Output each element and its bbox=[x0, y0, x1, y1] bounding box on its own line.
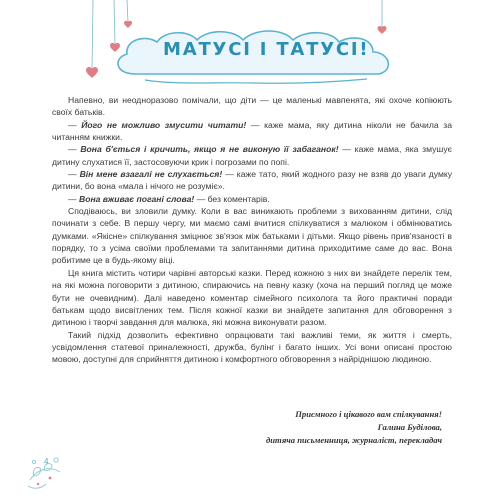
body-paragraph: Ця книга містить чотири чарівні авторські казки. Перед кожною з них ви знайдете перелік тем, на які можна поговорити з дитиною, спираючись на певну казку (хоча на перший погляд це може бути не очевидним). Далі наведено коментар сімейного психолога та його практичні поради батькам щодо висвітлених тем. Після кожної казки ви знайдете запитання для обговорення з дитиною і творчі завдання для малюка, які можна виконувати разом. bbox=[52, 267, 452, 328]
quote-line: — Вона вживає погані слова! — без коментарів. bbox=[68, 193, 270, 204]
signature-greeting: Приємного і цікавого вам спілкування! bbox=[295, 409, 442, 419]
article-body bbox=[52, 94, 452, 366]
quote-line: — Він мене взагалі не слухається! — каже тато, який жодного разу не взяв до уваги думку дитини, бо вона «мала і нічого не розуміє». bbox=[52, 169, 453, 192]
quote-line: — Його не можливо змусити читати! — каже мама, яку дитина ніколи не бачила за читанням книжки. bbox=[52, 119, 452, 143]
leaf-decoration-icon bbox=[20, 420, 90, 495]
quote-line: — Вона б'ється і кричить, якщо я не виконую її забаганок! — каже мама, яка змушує дитину слухатися її, застосовуючи крик і погрозами по попі. bbox=[52, 144, 452, 167]
intro-paragraph: Напевно, ви неодноразово помічали, що діти — це маленькі мавпенята, які охоче копіюють своїх батьків. bbox=[52, 95, 452, 118]
signature-block bbox=[266, 408, 442, 447]
quote-text: Вона б'ється і кричить, якщо я не виконую її забаганок! bbox=[80, 144, 339, 155]
body-paragraph: Такий підхід дозволить ефективно опрацювати такі важливі теми, як життя і смерть, усвідомлення статевої приналежності, дружба, булінг і багато інших. Усі вони описані простою мовою, доступні для сприйняття дитиною і комфортного обговорення з найріднішою людиною. bbox=[52, 329, 452, 365]
quote-text: Його не можливо змусити читати! bbox=[81, 119, 247, 130]
signature-author: Галина Буділова, bbox=[377, 422, 442, 432]
quote-text: Вона вживає погані слова! bbox=[78, 193, 195, 204]
page-number: 4 bbox=[44, 457, 49, 466]
quote-text: Він мене взагалі не слухається! bbox=[79, 169, 223, 180]
signature-role: дитяча письменниця, журналіст, перекладач bbox=[266, 435, 442, 445]
body-paragraph: Сподіваюсь, ви зловили думку. Коли в вас виникають проблеми з вихованням дитини, слід починати з себе. В першу чергу, ми маємо самі вчитися спілкуватися з малюком і обмінюватись думками. «Якісне» спілкування зміцнює зв'язок між батьками і дітьми. Якщо рівень прив'язаності в порядку, то з усіма своїми проблемами та запитаннями дитина приходитиме саме до вас. Вона робитиме це в будь-якому віці. bbox=[52, 206, 452, 266]
page-title: МАТУСІ І ТАТУСІ! bbox=[163, 39, 370, 60]
